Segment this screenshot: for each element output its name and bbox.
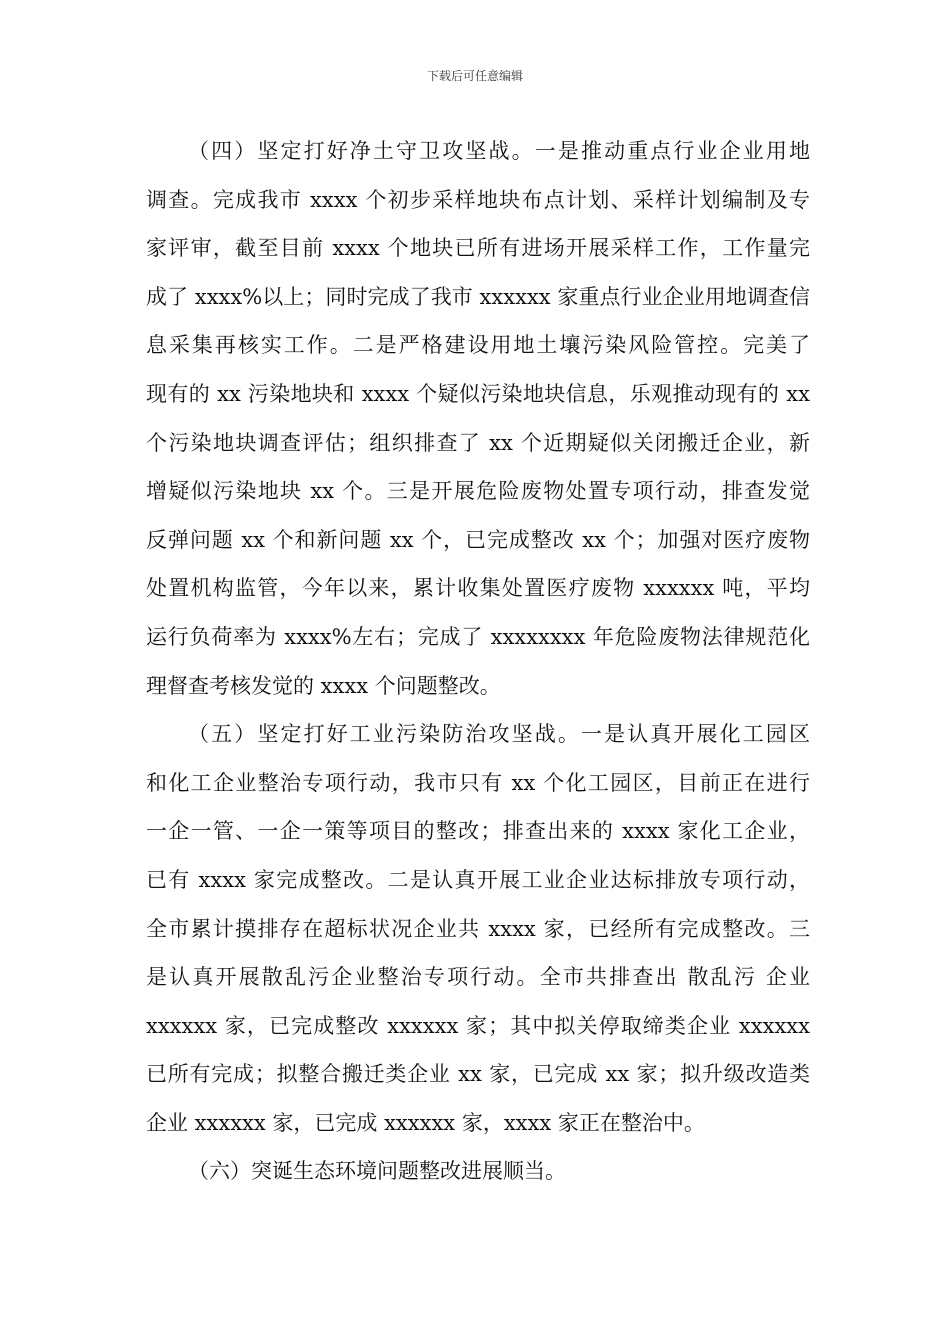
text-line: 处置机构监管，今年以来，累计收集处置医疗废物 xxxxxx 吨，平均	[146, 576, 810, 601]
text-line: 企业 xxxxxx 家，已完成 xxxxxx 家，xxxx 家正在整治中。	[146, 1110, 705, 1135]
text-line: 一企一管、一企一策等项目的整改；排查出来的 xxxx 家化工企业，	[146, 819, 810, 844]
text-line: 成了 xxxx%以上；同时完成了我市 xxxxxx 家重点行业企业用地调查信	[146, 284, 810, 309]
document-body	[146, 127, 810, 1196]
text-line: 和化工企业整治专项行动，我市只有 xx 个化工园区，目前正在进行	[146, 770, 810, 795]
text-line: 运行负荷率为 xxxx%左右；完成了 xxxxxxxx 年危险废物法律规范化	[146, 624, 810, 649]
text-line: 增疑似污染地块 xx 个。三是开展危险废物处置专项行动，排查发觉	[146, 479, 810, 504]
text-line: 息采集再核实工作。二是严格建设用地土壤污染风险管控。完美了	[146, 333, 810, 358]
text-line: 是认真开展散乱污企业整治专项行动。全市共排查出 散乱污 企业	[146, 965, 810, 990]
text-line: 全市累计摸排存在超标状况企业共 xxxx 家，已经所有完成整改。三	[146, 916, 810, 941]
text-line: 家评审，截至目前 xxxx 个地块已所有进场开展采样工作，工作量完	[146, 236, 810, 261]
text-line: xxxxxx 家，已完成整改 xxxxxx 家；其中拟关停取缔类企业 xxxxxx	[146, 1013, 810, 1038]
text-line: 个污染地块调查评估；组织排查了 xx 个近期疑似关闭搬迁企业，新	[146, 430, 810, 455]
text-line: 已所有完成；拟整合搬迁类企业 xx 家，已完成 xx 家；拟升级改造类	[146, 1062, 810, 1087]
text-line: 已有 xxxx 家完成整改。二是认真开展工业企业达标排放专项行动，	[146, 867, 810, 892]
paragraph-5	[146, 710, 810, 1147]
paragraph-4	[146, 127, 810, 710]
text-line: 调查。完成我市 xxxx 个初步采样地块布点计划、采样计划编制及专	[146, 187, 810, 212]
header-note: 下载后可任意编辑	[426, 69, 523, 83]
text-line: 理督查考核发觉的 xxxx 个问题整改。	[146, 673, 501, 698]
text-line: （六）突诞生态环境问题整改进展顺当。	[188, 1159, 566, 1184]
text-line: （五）坚定打好工业污染防治攻坚战。一是认真开展化工园区	[188, 722, 810, 747]
text-line: （四）坚定打好净土守卫攻坚战。一是推动重点行业企业用地	[188, 139, 810, 163]
text-line: 反弹问题 xx 个和新问题 xx 个，已完成整改 xx 个；加强对医疗废物	[146, 527, 810, 552]
text-line: 现有的 xx 污染地块和 xxxx 个疑似污染地块信息，乐观推动现有的 xx	[146, 381, 810, 406]
paragraph-6	[146, 1147, 810, 1196]
